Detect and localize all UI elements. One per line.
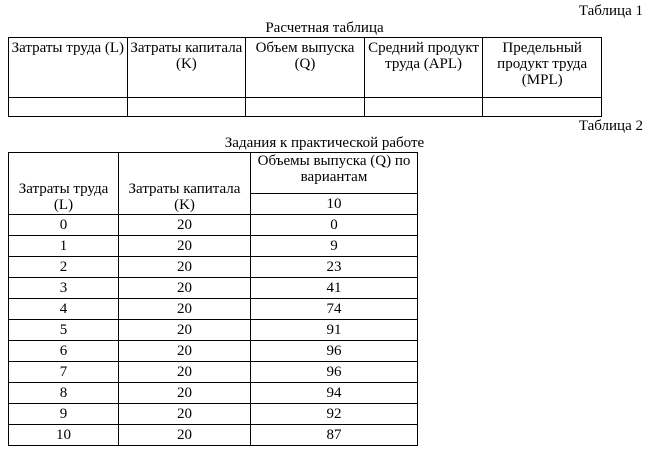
header-capital: Затраты капитала (K) bbox=[127, 38, 246, 98]
capital-cell: 20 bbox=[119, 257, 251, 278]
table1-label: Таблица 1 bbox=[578, 3, 643, 19]
table2-label: Таблица 2 bbox=[578, 118, 643, 134]
calculation-table bbox=[8, 37, 602, 117]
variant-number: 10 bbox=[251, 194, 418, 215]
output-cell: 0 bbox=[251, 215, 418, 236]
capital-cell: 20 bbox=[119, 341, 251, 362]
table-row bbox=[9, 299, 418, 320]
labor-cell: 9 bbox=[9, 404, 119, 425]
capital-cell: 20 bbox=[119, 383, 251, 404]
labor-cell: 7 bbox=[9, 362, 119, 383]
cell-capital bbox=[127, 98, 246, 117]
header-labor: Затраты труда (L) bbox=[9, 153, 119, 215]
header-mpl: Предельный продукт труда (MPL) bbox=[483, 38, 602, 98]
labor-cell: 8 bbox=[9, 383, 119, 404]
cell-mpl bbox=[483, 98, 602, 117]
output-cell: 9 bbox=[251, 236, 418, 257]
labor-cell: 6 bbox=[9, 341, 119, 362]
table2-header-row bbox=[9, 153, 418, 194]
cell-output bbox=[246, 98, 365, 117]
output-cell: 23 bbox=[251, 257, 418, 278]
capital-cell: 20 bbox=[119, 215, 251, 236]
table1-empty-row bbox=[9, 98, 602, 117]
table2-caption: Задания к практической работе bbox=[224, 135, 425, 151]
capital-cell: 20 bbox=[119, 278, 251, 299]
labor-cell: 3 bbox=[9, 278, 119, 299]
labor-cell: 10 bbox=[9, 425, 119, 446]
table-row bbox=[9, 278, 418, 299]
cell-apl bbox=[364, 98, 483, 117]
output-cell: 87 bbox=[251, 425, 418, 446]
capital-cell: 20 bbox=[119, 299, 251, 320]
table-row bbox=[9, 341, 418, 362]
output-cell: 94 bbox=[251, 383, 418, 404]
header-output-variants: Объемы выпуска (Q) по вариантам bbox=[251, 153, 418, 194]
table-row bbox=[9, 320, 418, 341]
table-row bbox=[9, 425, 418, 446]
output-cell: 96 bbox=[251, 341, 418, 362]
header-labor: Затраты труда (L) bbox=[9, 38, 128, 98]
header-output: Объем выпуска (Q) bbox=[246, 38, 365, 98]
capital-cell: 20 bbox=[119, 362, 251, 383]
output-cell: 41 bbox=[251, 278, 418, 299]
labor-cell: 5 bbox=[9, 320, 119, 341]
capital-cell: 20 bbox=[119, 236, 251, 257]
table-row bbox=[9, 257, 418, 278]
capital-cell: 20 bbox=[119, 404, 251, 425]
table-row bbox=[9, 383, 418, 404]
table-row bbox=[9, 236, 418, 257]
cell-labor bbox=[9, 98, 128, 117]
table1-caption: Расчетная таблица bbox=[265, 20, 384, 36]
header-capital: Затраты капитала (K) bbox=[119, 153, 251, 215]
labor-cell: 2 bbox=[9, 257, 119, 278]
output-cell: 74 bbox=[251, 299, 418, 320]
labor-cell: 1 bbox=[9, 236, 119, 257]
table-row bbox=[9, 215, 418, 236]
output-cell: 91 bbox=[251, 320, 418, 341]
header-apl: Средний продукт труда (APL) bbox=[364, 38, 483, 98]
practice-task-table bbox=[8, 152, 418, 446]
table1-header-row bbox=[9, 38, 602, 98]
output-cell: 96 bbox=[251, 362, 418, 383]
table-row bbox=[9, 362, 418, 383]
table-row bbox=[9, 404, 418, 425]
capital-cell: 20 bbox=[119, 320, 251, 341]
capital-cell: 20 bbox=[119, 425, 251, 446]
labor-cell: 0 bbox=[9, 215, 119, 236]
output-cell: 92 bbox=[251, 404, 418, 425]
labor-cell: 4 bbox=[9, 299, 119, 320]
